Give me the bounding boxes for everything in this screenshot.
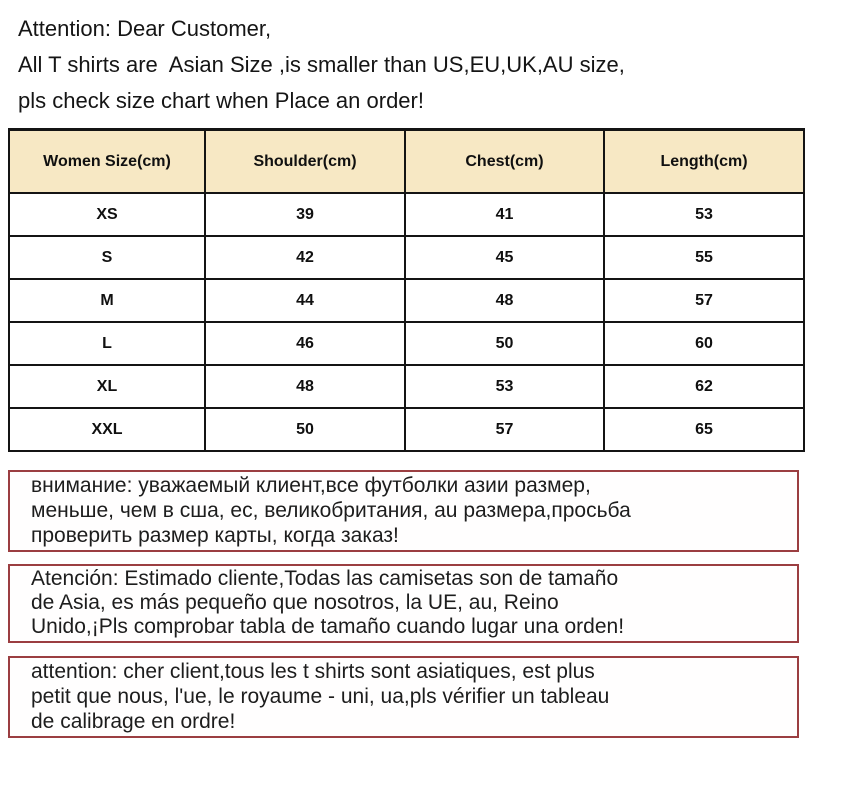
shoulder-cell: 39 (205, 193, 405, 236)
chest-cell: 53 (405, 365, 604, 408)
attention-header (18, 11, 625, 119)
chest-cell: 57 (405, 408, 604, 451)
column-header-shoulder: Shoulder(cm) (205, 130, 405, 194)
notice-french-line-2: petit que nous, l'ue, le royaume - uni, ua,pls vérifier un tableau (31, 685, 610, 708)
length-cell: 57 (604, 279, 804, 322)
column-header-women-size: Women Size(cm) (9, 130, 205, 194)
notice-french-line-1: attention: cher client,tous les t shirts sont asiatiques, est plus (31, 660, 595, 683)
size-cell: XL (9, 365, 205, 408)
size-cell: L (9, 322, 205, 365)
length-cell: 53 (604, 193, 804, 236)
attention-line-3: pls check size chart when Place an order! (18, 88, 424, 113)
chest-cell: 48 (405, 279, 604, 322)
column-header-chest: Chest(cm) (405, 130, 604, 194)
shoulder-cell: 50 (205, 408, 405, 451)
table-row (9, 408, 804, 451)
attention-line-1: Attention: Dear Customer, (18, 16, 272, 41)
length-cell: 62 (604, 365, 804, 408)
shoulder-cell: 42 (205, 236, 405, 279)
notice-russian-line-1: внимание: уважаемый клиент,все футболки азии размер, (31, 474, 591, 497)
notice-french (8, 656, 799, 738)
length-cell: 65 (604, 408, 804, 451)
column-header-length: Length(cm) (604, 130, 804, 194)
notice-french-line-3: de calibrage en ordre! (31, 710, 236, 733)
table-row (9, 236, 804, 279)
table-row (9, 365, 804, 408)
notice-russian (8, 470, 799, 552)
table-header-row (9, 130, 804, 194)
chest-cell: 50 (405, 322, 604, 365)
attention-line-2: All T shirts are Asian Size ,is smaller than US,EU,UK,AU size, (18, 52, 625, 77)
size-cell: S (9, 236, 205, 279)
size-cell: XS (9, 193, 205, 236)
table-row (9, 193, 804, 236)
table-row (9, 322, 804, 365)
shoulder-cell: 44 (205, 279, 405, 322)
shoulder-cell: 46 (205, 322, 405, 365)
notice-spanish (8, 564, 799, 643)
chest-cell: 45 (405, 236, 604, 279)
length-cell: 55 (604, 236, 804, 279)
notice-spanish-line-1: Atención: Estimado cliente,Todas las camisetas son de tamaño (31, 567, 619, 590)
notice-spanish-line-2: de Asia, es más pequeño que nosotros, la UE, au, Reino (31, 591, 559, 614)
size-chart-table (8, 128, 805, 452)
chest-cell: 41 (405, 193, 604, 236)
notice-russian-line-3: проверить размер карты, когда заказ! (31, 524, 399, 547)
table-row (9, 279, 804, 322)
notice-spanish-line-3: Unido,¡Pls comprobar tabla de tamaño cuando lugar una orden! (31, 615, 625, 638)
size-cell: XXL (9, 408, 205, 451)
size-cell: M (9, 279, 205, 322)
length-cell: 60 (604, 322, 804, 365)
notice-russian-line-2: меньше, чем в сша, ес, великобритания, au размера,просьба (31, 499, 631, 522)
shoulder-cell: 48 (205, 365, 405, 408)
